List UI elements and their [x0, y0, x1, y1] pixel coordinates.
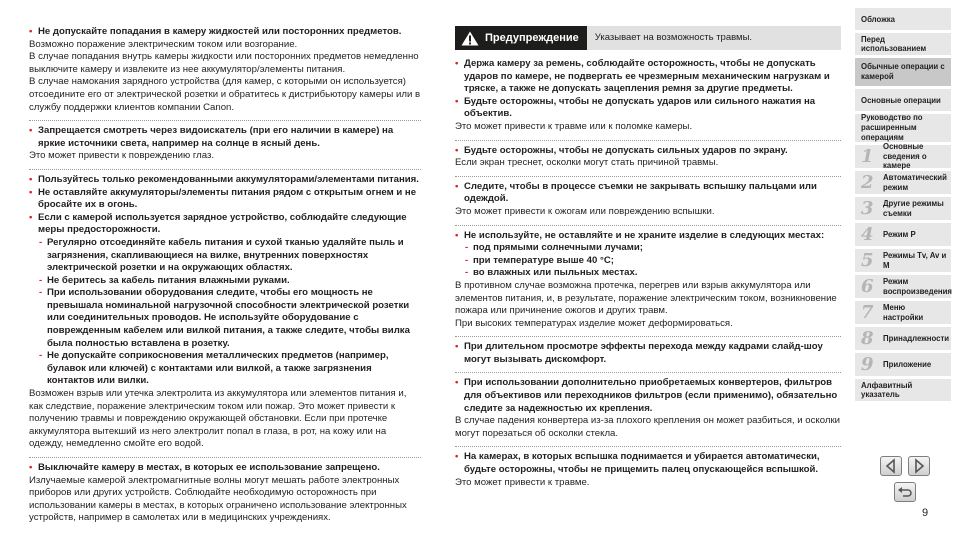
content-block	[455, 54, 841, 141]
dash-item: - При использовании оборудования следите, чтобы его мощность не превышала номинальной нагрузочной способности электрической розетки или соединительных проводов. Не используйте оборудование с поврежденным кабелем или вилкой питания, а также следите, чтобы вилка была полностью вставлена в розетку.	[29, 287, 421, 350]
sidebar-item-label: Другие режимы съемки	[883, 199, 944, 218]
paragraph: Излучаемые камерой электромагнитные волны могут мешать работе электронных приборов или других устройств. Соблюдайте необходимую осторожность при использовании камеры в местах, в которых ограничено использование электронных устройств, например в самолетах или в медицинских учреждениях.	[29, 474, 407, 524]
chapter-number: 1	[861, 145, 874, 167]
dash-item: - Не допускайте соприкосновения металлических предметов (например, булавок или ключей) с контактами или вилкой, а также загрязнения контактов или вилки.	[29, 350, 421, 388]
warning-triangle-icon	[461, 31, 479, 46]
bullet-item: • Если с камерой используется зарядное устройство, соблюдайте следующие меры предосторожности.	[29, 212, 421, 237]
sidebar-item-label: Основные операции	[861, 95, 941, 105]
paragraph: В случае падения конвертера из-за плохого крепления он может разбиться, и осколки могут порезаться об осколки стекла.	[455, 415, 841, 439]
paragraph: В случае попадания внутрь камеры жидкости или посторонних предметов немедленно выключите камеру и извлеките из нее аккумулятор/элементы питания.	[29, 51, 419, 75]
sidebar-item-label: Меню настройки	[883, 303, 924, 322]
next-page-button[interactable]	[908, 456, 930, 476]
content-block	[455, 337, 841, 373]
sidebar-item-label: Принадлежности	[883, 333, 950, 343]
dash-item: - Регулярно отсоединяйте кабель питания и сухой тканью удаляйте пыль и загрязнения, скапливающиеся на вилке, внутренних поверхностях электрической розетки и на окружающих областях.	[29, 237, 421, 275]
content-block	[29, 121, 421, 170]
bullet-item: • Пользуйтесь только рекомендованными аккумуляторами/элементами питания.	[29, 174, 421, 187]
sidebar-item[interactable]	[855, 8, 951, 30]
sidebar-item-label: Перед использованием	[861, 35, 927, 53]
paragraph: Если экран треснет, осколки могут стать причиной травмы.	[455, 157, 719, 169]
bullet-item: • Будьте осторожны, чтобы не допускать сильных ударов по экрану.	[455, 145, 841, 158]
sidebar-item-label: Основные сведения о камере	[883, 142, 927, 171]
content-block	[29, 170, 421, 458]
chapter-number: 9	[861, 353, 874, 375]
sidebar-item[interactable]	[855, 379, 951, 401]
middle-blocks	[455, 54, 841, 495]
paragraph: В противном случае возможна протечка, перегрев или взрыв аккумулятора или элементов питания, и, в результате, поражение электрическим током, возникновение пожара или причинение ожогов и других травм.	[455, 279, 837, 317]
sidebar-item[interactable]	[855, 142, 951, 171]
sidebar-item[interactable]	[855, 114, 951, 142]
bullet-item: • Запрещается смотреть через видоискатель (при его наличии в камере) на яркие источники света, например на солнце в ясный день.	[29, 125, 421, 150]
bullet-item: • Держа камеру за ремень, соблюдайте осторожность, чтобы не допускать ударов по камере, не подвергать ее чрезмерным механическим нагрузкам и тряске, а также не допускать зацепления ремня за другие предметы.	[455, 58, 841, 96]
content-block	[455, 447, 841, 495]
content-block	[29, 22, 421, 121]
sidebar-item[interactable]	[855, 197, 951, 220]
paragraph: Это может привести к повреждению глаз.	[29, 150, 215, 162]
sidebar-item-label: Режим P	[883, 229, 916, 239]
return-button[interactable]	[894, 482, 916, 502]
content-block	[455, 226, 841, 338]
bullet-item: • При использовании дополнительно приобретаемых конвертеров, фильтров для объективов или переходников фильтров (если применимо), обязательно следите за надежностью их крепления.	[455, 377, 841, 415]
paragraph: Возможно поражение электрическим током или возгорание.	[29, 38, 298, 50]
content-block	[455, 177, 841, 226]
chapter-number: 4	[861, 223, 874, 245]
prev-page-button[interactable]	[880, 456, 902, 476]
bullet-item: • Не используйте, не оставляйте и не храните изделие в следующих местах:	[455, 230, 841, 243]
chapter-number: 8	[861, 327, 874, 349]
bullet-item: • Будьте осторожны, чтобы не допускать ударов или сильного нажатия на объектив.	[455, 96, 841, 121]
sidebar-item-label: Обычные операции с камерой	[861, 62, 945, 81]
sidebar-item[interactable]	[855, 327, 951, 350]
dash-item: - Не беритесь за кабель питания влажными руками.	[29, 275, 421, 288]
arrow-right-icon	[909, 457, 929, 475]
bullet-item: • Не допускайте попадания в камеру жидкостей или посторонних предметов.	[29, 26, 421, 39]
chapter-number: 2	[861, 171, 874, 193]
sidebar-item-label: Приложение	[883, 359, 932, 369]
content-block	[29, 458, 421, 531]
middle-column	[455, 22, 841, 495]
sidebar-item[interactable]	[855, 249, 951, 272]
sidebar-item-label: Руководство по расширенным операциям	[861, 113, 923, 142]
content-block	[455, 373, 841, 447]
warning-description: Указывает на возможность травмы.	[587, 26, 841, 50]
return-icon	[895, 483, 915, 501]
page-number: 9	[922, 507, 929, 519]
sidebar-item-label: Режимы Tv, Av и M	[883, 251, 947, 270]
paragraph: Это может привести к травме или к поломке камеры.	[455, 120, 693, 132]
sidebar-item-label: Алфавитный указатель	[861, 381, 913, 399]
paragraph: В случае намокания зарядного устройства (для камер, с которыми он используется) отсоедините его от электрической розетки и обратитесь к дистрибьютору камеры или в службу поддержки клиентов компании Canon.	[29, 76, 421, 113]
dash-item: - при температуре выше 40 °C;	[455, 255, 841, 268]
sidebar-item-label: Автоматический режим	[883, 173, 947, 192]
dash-item: - под прямыми солнечными лучами;	[455, 242, 841, 255]
sidebar-item[interactable]	[855, 171, 951, 194]
sidebar-item[interactable]	[855, 89, 951, 111]
left-column	[29, 22, 421, 531]
sidebar-item[interactable]	[855, 301, 951, 324]
dash-item: - во влажных или пыльных местах.	[455, 267, 841, 280]
warning-label-box	[455, 26, 587, 50]
sidebar-item[interactable]	[855, 353, 951, 376]
bullet-item: • Выключайте камеру в местах, в которых ее использование запрещено.	[29, 462, 421, 475]
sidebar-item[interactable]	[855, 223, 951, 246]
chapter-number: 7	[861, 301, 874, 323]
bullet-item: • Не оставляйте аккумуляторы/элементы питания рядом с открытым огнем и не бросайте их в огонь.	[29, 187, 421, 212]
chapter-number: 5	[861, 249, 874, 271]
page-navigation	[880, 456, 932, 506]
chapter-number: 3	[861, 197, 874, 219]
bullet-item: • При длительном просмотре эффекты перехода между кадрами слайд-шоу могут вызывать дискомфорт.	[455, 341, 841, 366]
paragraph: Возможен взрыв или утечка электролита из аккумулятора или элементов питания и, как следствие, поражение электрическим током или пожар. Это может привести к получению травмы и повреждению окружающей обстановки. Если при протечке аккумулятора вытекший из него электролит попал в глаза, в рот, на кожу или на одежду, немедленно смойте его водой.	[29, 388, 407, 450]
chapter-number: 6	[861, 275, 874, 297]
arrow-left-icon	[881, 457, 901, 475]
paragraph: Это может привести к травме.	[455, 476, 590, 488]
sidebar-item[interactable]	[855, 33, 951, 55]
bullet-item: • На камерах, в которых вспышка поднимается и убирается автоматически, будьте осторожны, чтобы не прищемить палец опускающейся вспышкой.	[455, 451, 841, 476]
content-block	[455, 141, 841, 177]
warning-label: Предупреждение	[485, 31, 579, 44]
sidebar-item[interactable]	[855, 275, 951, 298]
warning-header	[455, 26, 841, 50]
paragraph: При высоких температурах изделие может деформироваться.	[455, 317, 733, 329]
sidebar-item[interactable]	[855, 58, 951, 86]
paragraph: Это может привести к ожогам или повреждению вспышки.	[455, 205, 715, 217]
sidebar-item-label: Обложка	[861, 14, 895, 24]
sidebar-nav	[855, 8, 951, 404]
bullet-item: • Следите, чтобы в процессе съемки не закрывать вспышку пальцами или одеждой.	[455, 181, 841, 206]
sidebar-item-label: Режим воспроизведения	[883, 277, 952, 296]
